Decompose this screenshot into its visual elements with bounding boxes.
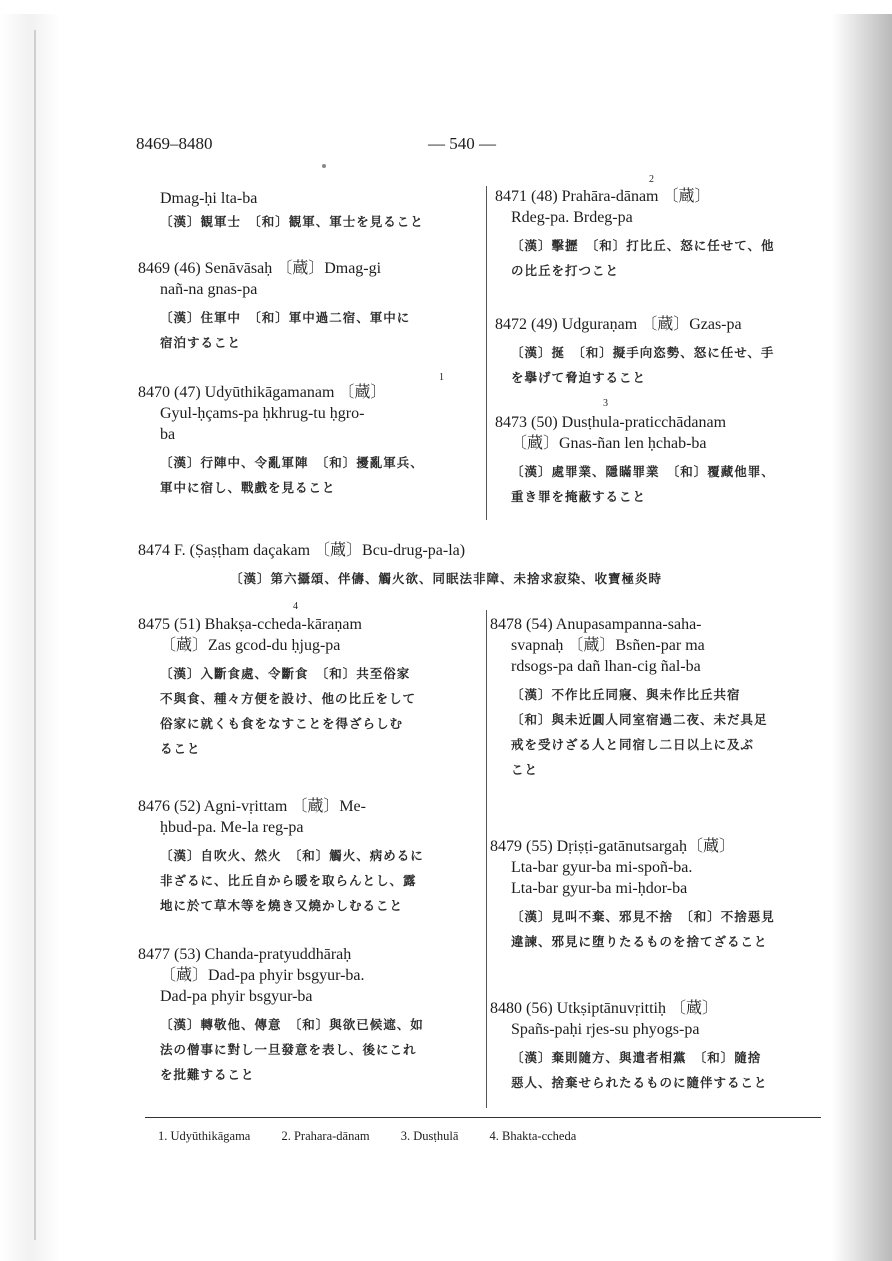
entry-line: 8480 (56) Utkṣiptānuvṛittiḥ 〔蔵〕 [490, 1000, 718, 1017]
entry-gloss: 軍中に宿し、戰戲を見ること [160, 480, 336, 495]
entry-line: ḥbud-pa. Me-la reg-pa [160, 819, 304, 836]
entry-gloss: 〔漢〕行陣中、令亂軍陣 〔和〕擾亂軍兵、 [160, 455, 424, 470]
entry-gloss: 〔漢〕入斷食處、令斷食 〔和〕共至俗家 [160, 666, 411, 681]
scan-top-border [0, 0, 892, 14]
footnote-3: 3. Dusṭhulā [400, 1129, 459, 1143]
entry-gloss: 〔漢〕見叫不棄、邪見不捨 〔和〕不捨惡見 [511, 909, 775, 924]
entry-gloss: の比丘を打つこと [511, 263, 620, 278]
entry-line: Lta-bar gyur-ba mi-spoñ-ba. [511, 859, 693, 876]
entry-gloss: 戒を受けざる人と同宿し二日以上に及ぶ [511, 737, 755, 752]
entry-line: 8472 (49) Udguraṇam 〔蔵〕Gzas-pa [495, 316, 742, 333]
footnote-mark-3: 3 [603, 398, 608, 409]
ink-dot [322, 164, 326, 168]
entry-line: 8471 (48) Prahāra-dānam 〔蔵〕 [495, 188, 711, 205]
entry-gloss: 俗家に就くも食をなすことを得ざらしむ [160, 716, 404, 731]
entry-line: 8477 (53) Chanda-pratyuddhāraḥ [138, 946, 352, 963]
entry-line: 〔蔵〕Zas gcod-du ḥjug-pa [160, 637, 341, 654]
entry-gloss: 法の僧事に對し一旦發意を表し、後にこれ [160, 1042, 417, 1057]
footnote-mark-1: 1 [439, 372, 444, 383]
entry-gloss: 地に於て草木等を燒き又燒かしむること [160, 898, 404, 913]
entry-8471 [495, 186, 775, 283]
entry-gloss: 〔漢〕棄則隨方、與遣者相黨 〔和〕隨捨 [511, 1050, 762, 1065]
page-number: — 540 — [428, 134, 496, 153]
entry-line: rdsogs-pa dañ lhan-cig ñal-ba [511, 658, 701, 675]
entry-gloss: 〔漢〕自吹火、然火 〔和〕觸火、病めるに [160, 848, 424, 863]
entry-line: 8476 (52) Agni-vṛittam 〔蔵〕Me- [138, 798, 366, 815]
entry-line: Dad-pa phyir bsgyur-ba [160, 988, 313, 1005]
entry-gloss: 〔漢〕擊攊 〔和〕打比丘、怒に任せて、他 [511, 238, 775, 253]
entry-gloss: 重き罪を掩蔽すること [511, 489, 647, 504]
entry-8469 [138, 258, 410, 355]
entry-8475 [138, 614, 416, 761]
entry-gloss: 〔和〕與未近圓人同室宿過二夜、未だ具足 [511, 712, 768, 727]
page-header-range: 8469–8480 [136, 134, 213, 153]
entry-line: 8475 (51) Bhakṣa-ccheda-kāraṇam [138, 616, 362, 633]
entry-8472 [495, 314, 774, 390]
entry-gloss: 惡人、捨棄せられたるものに隨伴すること [511, 1075, 768, 1090]
entry-gloss: 非ざるに、比丘自から暖を取らんとし、露 [160, 873, 417, 888]
footnote-2: 2. Prahara-dānam [281, 1129, 370, 1143]
entry-line: Dmag-ḥi lta-ba [160, 190, 258, 207]
section-heading: 8474 F. (Ṣaṣṭham daçakam 〔蔵〕Bcu-drug-pa-la) [138, 542, 466, 559]
entry-line: svapnaḥ 〔蔵〕Bsñen-par ma [511, 637, 705, 654]
entry-8477 [138, 944, 424, 1087]
column-divider-top [486, 186, 487, 520]
footnote-mark-2: 2 [649, 174, 654, 185]
entry-gloss: ること [160, 741, 201, 756]
entry-gloss: こと [511, 762, 539, 777]
entry-line: 8470 (47) Udyūthikāgamanam 〔蔵〕 [138, 384, 387, 401]
entry-line: 〔蔵〕Dad-pa phyir bsgyur-ba. [160, 967, 365, 984]
entry-8470 [138, 382, 424, 500]
scan-binding-line [34, 30, 36, 1240]
entry-8479 [490, 836, 775, 954]
entry-gloss: 〔漢〕不作比丘同寢、與未作比丘共宿 [511, 687, 741, 702]
scan-left-edge [0, 14, 60, 1261]
entry-line: Gyul-ḥçams-pa ḥkhrug-tu ḥgro- [160, 405, 365, 422]
entry-continuation [160, 188, 424, 234]
entry-line: Rdeg-pa. Brdeg-pa [511, 209, 633, 226]
entry-line: 8469 (46) Senāvāsaḥ 〔蔵〕Dmag-gi [138, 260, 382, 277]
entry-line: Spañs-paḥi rjes-su phyogs-pa [511, 1021, 700, 1038]
footnote-1: 1. Udyūthikāgama [158, 1129, 251, 1143]
entry-8473 [495, 412, 775, 509]
section-gloss: 〔漢〕第六攝頌、伴儔、觸火欲、同眠法非障、未捨求寂染、收寶極炎時 [230, 571, 663, 586]
entry-line: 8473 (50) Dusṭhula-praticchādanam [495, 414, 727, 431]
entry-gloss: を擧げて脅迫すること [511, 370, 647, 385]
entry-8480 [490, 998, 768, 1095]
footnotes [158, 1129, 604, 1144]
entry-gloss: 不與食、種々方便を設け、他の比丘をして [160, 691, 417, 706]
entry-8476 [138, 796, 424, 918]
entry-gloss: 宿泊すること [160, 335, 242, 350]
entry-line: 8479 (55) Dṛiṣṭi-gatānutsargaḥ〔蔵〕 [490, 838, 735, 855]
entry-line: ba [160, 426, 176, 443]
footnote-4: 4. Bhakta-ccheda [489, 1129, 577, 1143]
entry-line: nañ-na gnas-pa [160, 281, 258, 298]
entry-line: Lta-bar gyur-ba mi-ḥdor-ba [511, 880, 688, 897]
entry-8478 [490, 614, 768, 782]
column-divider-bottom [486, 610, 487, 1108]
entry-line: 〔蔵〕Gnas-ñan len ḥchab-ba [511, 435, 707, 452]
footnote-rule [145, 1117, 821, 1118]
entry-gloss: 〔漢〕處罪業、隱瞞罪業 〔和〕覆藏他罪、 [511, 464, 775, 479]
entry-line: 8478 (54) Anupasampanna-saha- [490, 616, 702, 633]
section-8474 [138, 540, 662, 591]
entry-gloss: 違諫、邪見に堕りたるものを捨てざること [511, 934, 768, 949]
entry-gloss: 〔漢〕観軍士 〔和〕観軍、軍士を見ること [160, 214, 424, 229]
entry-gloss: 〔漢〕挻 〔和〕擬手向恣勢、怒に任せ、手 [511, 345, 775, 360]
entry-gloss: 〔漢〕住軍中 〔和〕軍中過二宿、軍中に [160, 310, 411, 325]
entry-gloss: 〔漢〕轉敬他、傳意 〔和〕與欲已候遮、如 [160, 1017, 424, 1032]
scan-right-edge [832, 14, 892, 1261]
entry-gloss: を批難すること [160, 1067, 255, 1082]
footnote-mark-4: 4 [293, 601, 298, 612]
